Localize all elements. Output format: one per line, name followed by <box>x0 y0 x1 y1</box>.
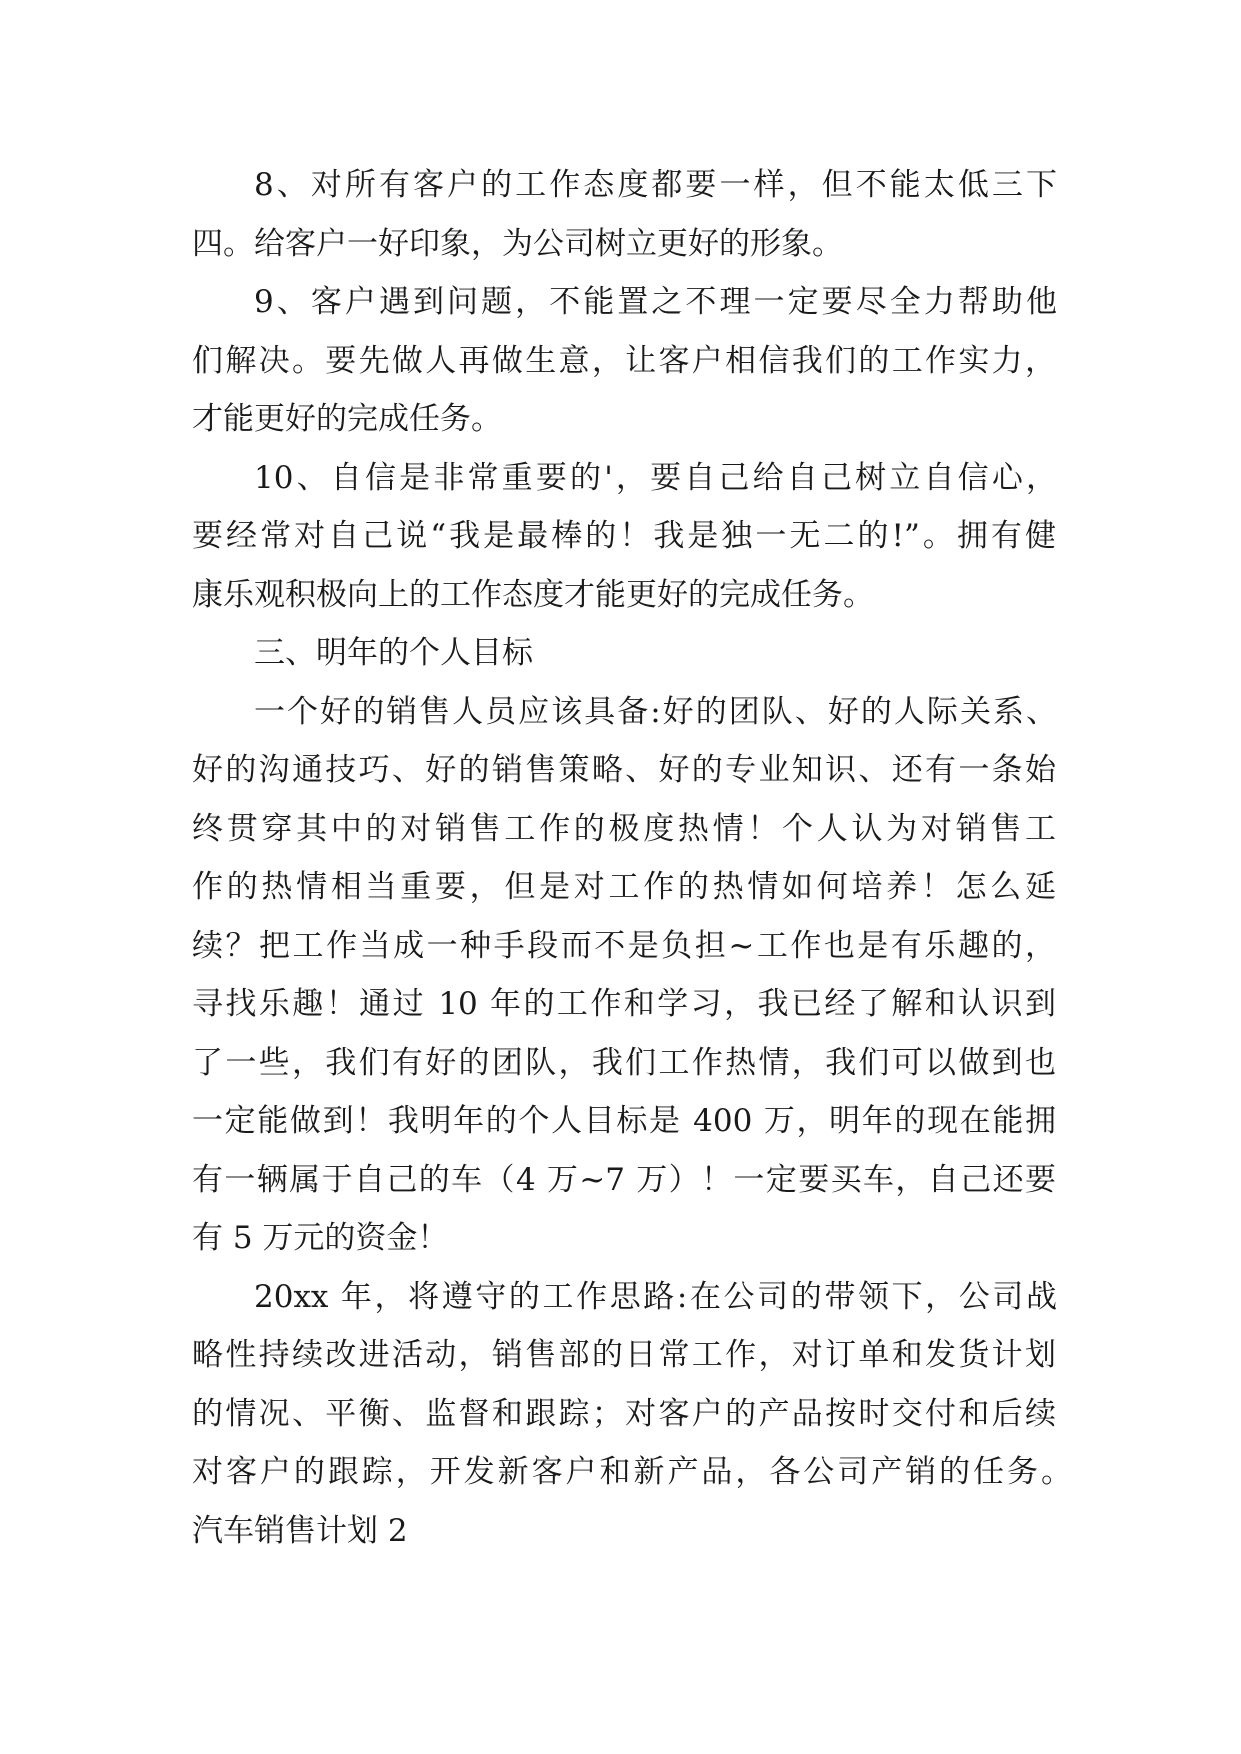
goals-paragraph-line-9: 有一辆属于自己的车（4 万~7 万）！一定要买车，自己还要 <box>192 1162 1056 1198</box>
paragraph-8-line-1: 8、对所有客户的工作态度都要一样，但不能太低三下 <box>254 167 1057 203</box>
paragraph-9-line-3: 才能更好的完成任务。 <box>192 401 502 437</box>
plan-paragraph-line-3: 的情况、平衡、监督和跟踪；对客户的产品按时交付和后续 <box>192 1396 1056 1432</box>
goals-paragraph-line-5: 续？把工作当成一种手段而不是负担~工作也是有乐趣的， <box>192 928 1056 964</box>
paragraph-10-line-2: 要经常对自己说“我是最棒的！我是独一无二的!”。拥有健 <box>192 518 1056 554</box>
section-heading: 三、明年的个人目标 <box>254 635 533 671</box>
paragraph-10-line-1: 10、自信是非常重要的'，要自己给自己树立自信心， <box>254 460 1057 496</box>
paragraph-9-line-1: 9、客户遇到问题，不能置之不理一定要尽全力帮助他 <box>254 284 1057 320</box>
goals-paragraph-line-8: 一定能做到！我明年的个人目标是 400 万，明年的现在能拥 <box>192 1103 1056 1139</box>
paragraph-9-line-2: 们解决。要先做人再做生意，让客户相信我们的工作实力， <box>192 343 1056 379</box>
goals-paragraph-line-7: 了一些，我们有好的团队，我们工作热情，我们可以做到也 <box>192 1045 1056 1081</box>
paragraph-8-line-2: 四。给客户一好印象，为公司树立更好的形象。 <box>192 226 843 262</box>
paragraph-10-line-3: 康乐观积极向上的工作态度才能更好的完成任务。 <box>192 577 874 613</box>
goals-paragraph-line-10: 有 5 万元的资金！ <box>192 1220 449 1256</box>
goals-paragraph-line-4: 作的热情相当重要，但是对工作的热情如何培养！怎么延 <box>192 869 1056 905</box>
plan-paragraph-line-4: 对客户的跟踪，开发新客户和新产品，各公司产销的任务。 <box>192 1454 1072 1490</box>
goals-paragraph-line-1: 一个好的销售人员应该具备:好的团队、好的人际关系、 <box>254 694 1057 730</box>
goals-paragraph-line-3: 终贯穿其中的对销售工作的极度热情！个人认为对销售工 <box>192 811 1056 847</box>
goals-paragraph-line-2: 好的沟通技巧、好的销售策略、好的专业知识、还有一条始 <box>192 752 1056 788</box>
plan-paragraph-line-1: 20xx 年，将遵守的工作思路:在公司的带领下，公司战 <box>254 1279 1057 1315</box>
next-section-title: 汽车销售计划 2 <box>192 1513 408 1549</box>
plan-paragraph-line-2: 略性持续改进活动，销售部的日常工作，对订单和发货计划 <box>192 1337 1056 1373</box>
goals-paragraph-line-6: 寻找乐趣！通过 10 年的工作和学习，我已经了解和认识到 <box>192 986 1056 1022</box>
